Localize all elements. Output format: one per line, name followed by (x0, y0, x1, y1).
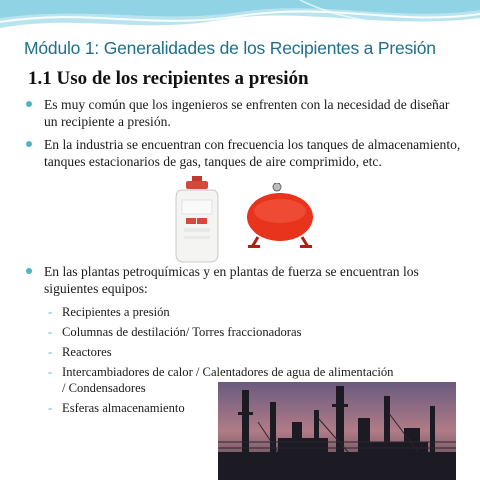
sub-list-text: Reactores (62, 345, 112, 359)
sub-list-text: Intercambiadores de calor / Calentadores de agua de alimentación / Condensadores (62, 365, 394, 395)
bullet-dot-icon (26, 101, 32, 107)
section-heading: 1.1 Uso de los recipientes a presión (28, 68, 309, 89)
dash-icon: - (48, 325, 53, 339)
slide-title: Módulo 1: Generalidades de los Recipientes a Presión (24, 38, 436, 58)
bullet-dot-icon (26, 141, 32, 147)
dash-icon: - (48, 365, 53, 379)
red-air-compressor-tank-icon (244, 183, 316, 249)
dash-icon: - (48, 401, 53, 415)
dash-icon: - (48, 305, 53, 319)
sub-list-text: Columnas de destilación/ Torres fraccionadoras (62, 325, 302, 339)
sub-list-text: Esferas almacenamiento (62, 401, 185, 415)
petrochemical-plant-photo (218, 382, 456, 480)
bullet-dot-icon (26, 268, 32, 274)
bullet-text: En las plantas petroquímicas y en plantas de fuerza se encuentran los siguientes equipos: (44, 264, 419, 296)
dash-icon: - (48, 345, 53, 359)
white-gas-cylinder-icon (172, 176, 222, 264)
bullet-text: En la industria se encuentran con frecuencia los tanques de almacenamiento, tanques estacionarios de gas, tanques de aire comprimido, etc. (44, 137, 461, 169)
bullet-text: Es muy común que los ingenieros se enfrenten con la necesidad de diseñar un recipiente a presión. (44, 97, 450, 129)
sub-list-text: Recipientes a presión (62, 305, 170, 319)
